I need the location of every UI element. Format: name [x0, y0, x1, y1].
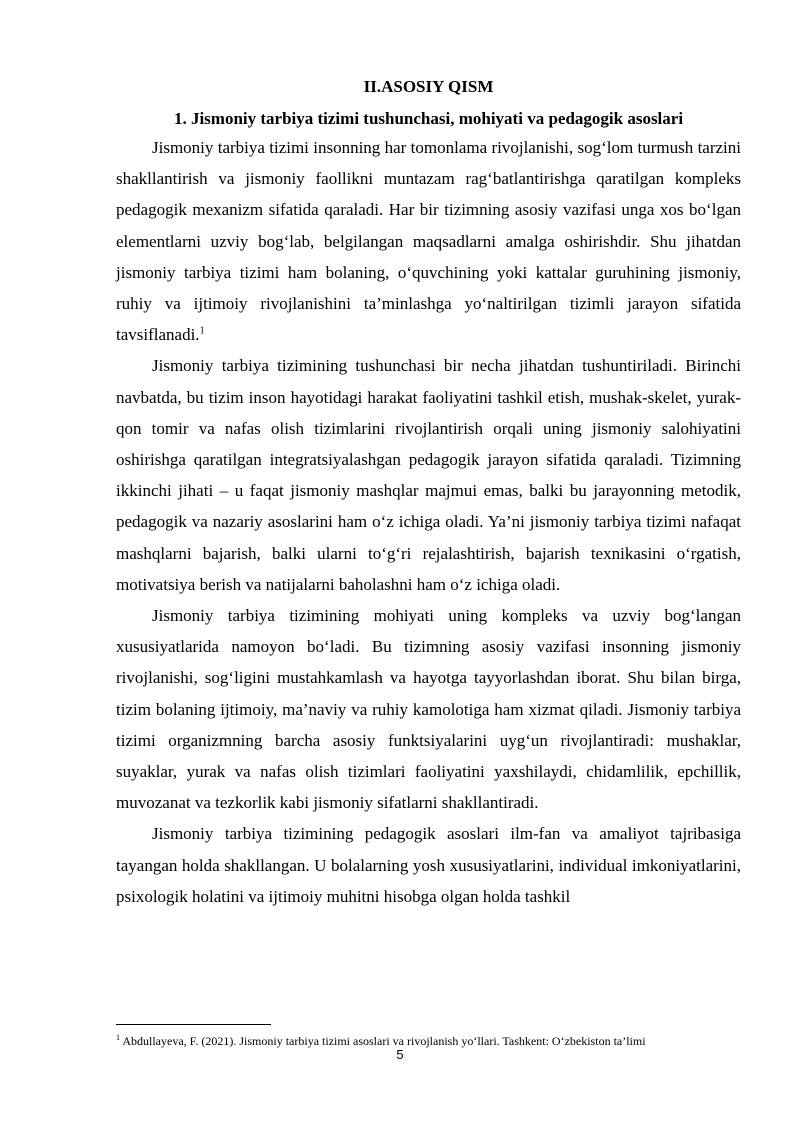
- subsection-heading: 1. Jismoniy tarbiya tizimi tushunchasi, mohiyati va pedagogik asoslari: [173, 109, 684, 128]
- footnote-text: Abdullayeva, F. (2021). Jismoniy tarbiya tizimi asoslari va rivojlanish yo‘llari. Tashkent: O‘zbekiston ta’limi: [122, 1034, 646, 1048]
- paragraph-3: Jismoniy tarbiya tizimining mohiyati uning kompleks va uzviy bog‘langan xususiyatlarida namoyon bo‘ladi. Bu tizimning asosiy vazifasi insonning jismoniy rivojlanishi, sog‘ligini mustahkamlash va hayotga tayyorlashdan iborat. Shu bilan birga, tizim bolaning ijtimoiy, ma’naviy va ruhiy kamolotiga ham xizmat qiladi. Jismoniy tarbiya tizimi organizmning barcha asosiy funktsiyalarini uyg‘un rivojlantiradi: mushaklar, suyaklar, yurak va nafas olish tizimlari faoliyatini yaxshilaydi, chidamlilik, epchillik, muvozanat va tezkorlik kabi jismoniy sifatlarni shakllantiradi.: [116, 606, 741, 813]
- paragraph-1-text: Jismoniy tarbiya tizimi insonning har tomonlama rivojlanishi, sog‘lom turmush tarzini shakllantirish va jismoniy faollikni muntazam rag‘batlantirishga qaratilgan kompleks pedagogik mexanizm sifatida qaraladi. Har bir tizimning asosiy vazifasi unga xos bo‘lgan elementlarni uzviy bog‘lab, belgilangan maqsadlarni amalga oshirishdir. Shu jihatdan jismoniy tarbiya tizimi ham bolaning, o‘quvchining yoki kattalar guruhining jismoniy, ruhiy va ijtimoiy rivojlanishini ta’minlashga yo‘naltirilgan tizimli jarayon sifatida tavsiflanadi.: [116, 138, 741, 345]
- footnote-reference[interactable]: 1: [199, 325, 205, 337]
- footnote: [116, 1031, 741, 1048]
- paragraph-4: Jismoniy tarbiya tizimining pedagogik asoslari ilm-fan va amaliyot tajribasiga tayangan holda shakllangan. U bolalarning yosh xususiyatlarini, individual imkoniyatlarini, psixologik holatini va ijtimoiy muhitni hisobga olgan holda tashkil: [116, 824, 741, 906]
- paragraph-2: Jismoniy tarbiya tizimining tushunchasi bir necha jihatdan tushuntiriladi. Birinchi navbatda, bu tizim inson hayotidagi harakat faoliyatini tashkil etish, mushak-skelet, yurak-qon tomir va nafas olish tizimlarini rivojlantirish orqali uning jismoniy salohiyatini oshirishga qaratilgan integratsiyalashgan pedagogik jarayon sifatida qaraladi. Tizimning ikkinchi jihati – u faqat jismoniy mashqlar majmui emas, balki bu jarayonning metodik, pedagogik va nazariy asoslarini ham o‘z ichiga oladi. Ya’ni jismoniy tarbiya tizimi nafaqat mashqlarni bajarish, balki ularni to‘g‘ri rejalashtirish, bajarish texnikasini o‘rgatish, motivatsiya berish va natijalarni baholashni ham o‘z ichiga oladi.: [116, 356, 741, 594]
- page-number: 5: [396, 1047, 404, 1062]
- footnote-separator: [116, 1024, 271, 1025]
- paragraph-1: [116, 132, 741, 350]
- document-body: [116, 76, 741, 912]
- section-heading: II.ASOSIY QISM: [363, 77, 494, 96]
- footnote-marker: 1: [116, 1033, 120, 1042]
